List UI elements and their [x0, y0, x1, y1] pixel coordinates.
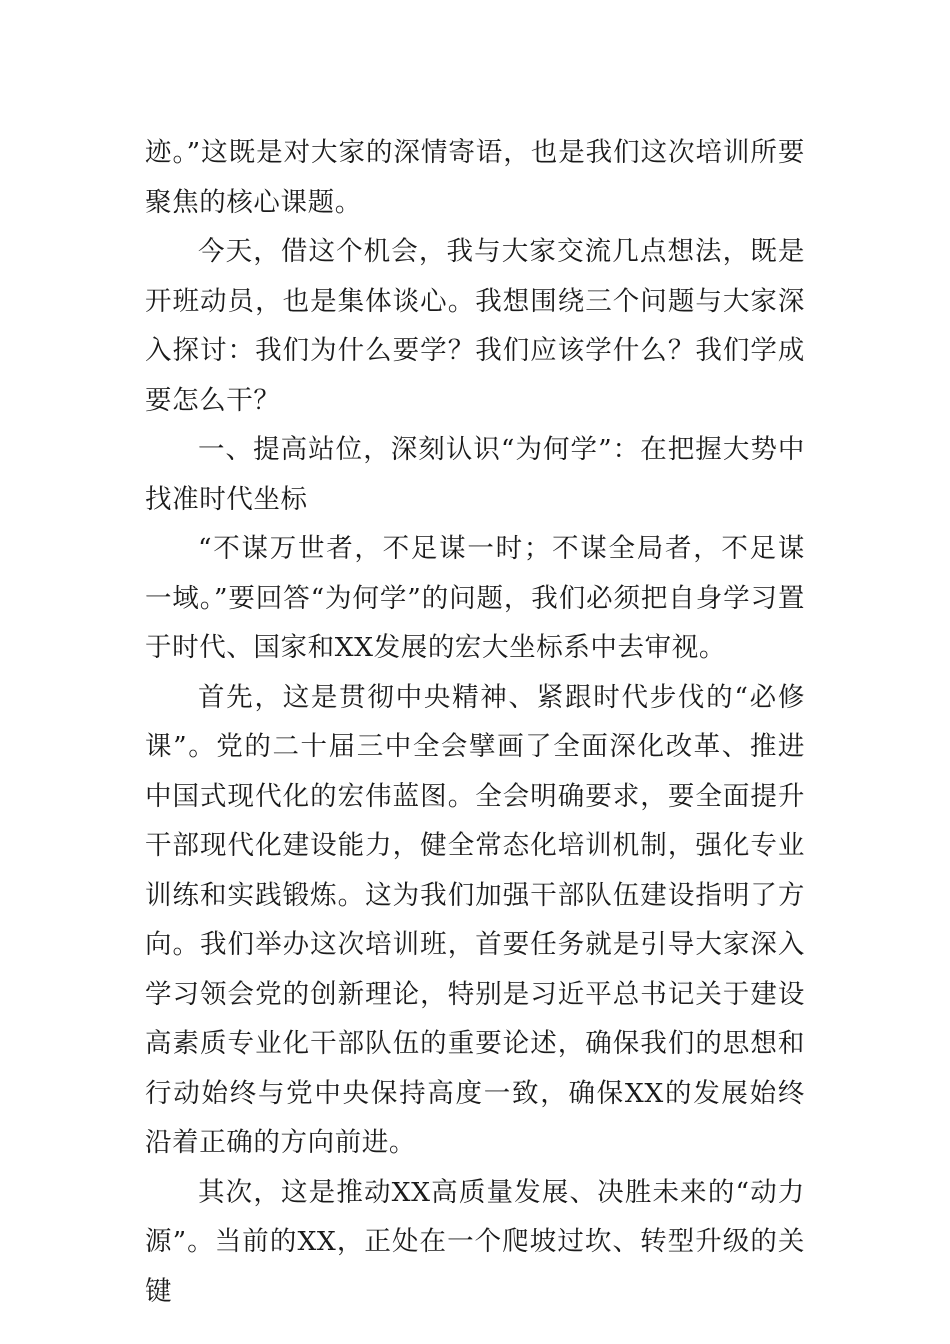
paragraph-opening: 今天，借这个机会，我与大家交流几点想法，既是开班动员，也是集体谈心。我想围绕三个问题与大家深入探讨：我们为什么要学？我们应该学什么？我们学成要怎么干？: [145, 236, 805, 416]
paragraph-second-point: 其次，这是推动XX高质量发展、决胜未来的“动力源”。当前的XX，正处在一个爬坡过坎、转型升级的关键: [145, 1176, 805, 1307]
document-body: [145, 128, 805, 1316]
section-heading-1: 一、提高站位，深刻认识“为何学”：在把握大势中找准时代坐标: [145, 434, 805, 515]
paragraph-first-point: 首先，这是贯彻中央精神、紧跟时代步伐的“必修课”。党的二十届三中全会擘画了全面深化改革、推进中国式现代化的宏伟蓝图。全会明确要求，要全面提升干部现代化建设能力，健全常态化培训机制，强化专业训练和实践锻炼。这为我们加强干部队伍建设指明了方向。我们举办这次培训班，首要任务就是引导大家深入学习领会党的创新理论，特别是习近平总书记关于建设高素质专业化干部队伍的重要论述，确保我们的思想和行动始终与党中央保持高度一致，确保XX的发展始终沿着正确的方向前进。: [145, 681, 805, 1158]
paragraph-quote: “不谋万世者，不足谋一时；不谋全局者，不足谋一域。”要回答“为何学”的问题，我们必须把自身学习置于时代、国家和XX发展的宏大坐标系中去审视。: [145, 533, 805, 663]
paragraph-continuation: 迹。”这既是对大家的深情寄语，也是我们这次培训所要聚焦的核心课题。: [145, 137, 805, 218]
